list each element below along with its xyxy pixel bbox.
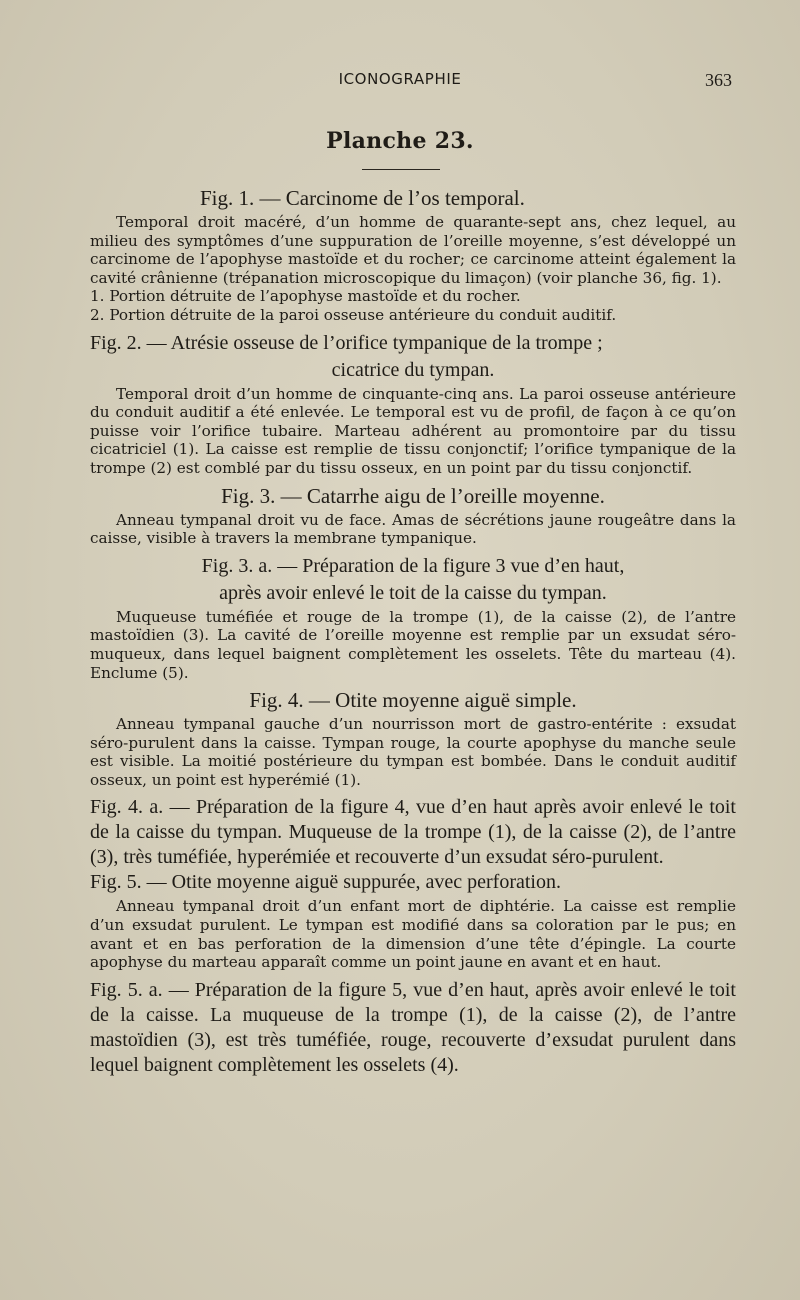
fig2-description: Temporal droit d’un homme de cinquante-cinq ans. La paroi osseuse antérieure du conduit auditif a été enlevée. Le temporal est vu de profil, de façon à ce qu’on puisse voir l’orifice tubaire. Marteau adhérent au promontoire par du tissu cicatriciel (1). La caisse est remplie de tissu conjonctif; l’orifice tympanique de la trompe (2) est comblé par du tissu osseux, en un point par du tissu conjonctif. (90, 384, 736, 477)
fig5-title: Fig. 5. — Otite moyenne aiguë suppurée, avec perforation. (90, 871, 561, 894)
fig5a-paragraph: Fig. 5. a. — Préparation de la figure 5, vue d’en haut, après avoir enlevé le toit de la caisse. La muqueuse de la trompe (1), de la caisse (2), de l’antre mastoïdien (3), est très tuméfiée, rouge, recouverte d’exsudat purulent dans lequel baignent complètement les osselets (4). (90, 978, 736, 1076)
fig4-title: Fig. 4. — Otite moyenne aiguë simple. (249, 688, 577, 713)
fig1-item-1: 1. Portion détruite de l’apophyse mastoïde et du rocher. (90, 287, 521, 306)
plate-title: Planche 23. (326, 128, 474, 154)
fig2-title-line2: cicatrice du tympan. (331, 358, 495, 381)
fig3a-title-line1: Fig. 3. a. — Préparation de la figure 3 vue d’en haut, (201, 554, 625, 577)
fig3a-description: Muqueuse tuméfiée et rouge de la trompe (1), de la caisse (2), de l’antre mastoïdien (3). La cavité de l’oreille moyenne est remplie par un exsudat séro-muqueux, dans lequel baignent complètement les osselets. Tête du marteau (4). Enclume (5). (90, 607, 736, 682)
page-header (0, 70, 800, 94)
fig4-description: Anneau tympanal gauche d’un nourrisson mort de gastro-entérite : exsudat séro-purulent dans la caisse. Tympan rouge, la courte apophyse du manche seule est visible. La moitié postérieure du tympan est bombée. Dans le conduit auditif osseux, un point est hyperémié (1). (90, 715, 736, 789)
fig2-title-line1: Fig. 2. — Atrésie osseuse de l’orifice tympanique de la trompe ; (90, 331, 603, 354)
fig1-description: Temporal droit macéré, d’un homme de quarante-sept ans, chez lequel, au milieu des symptômes d’une suppuration de l’oreille moyenne, s’est développé un carcinome de l’apophyse mastoïde et du rocher; ce carcinome atteint également la cavité crânienne (trépanation microscopique du limaçon) (voir planche 36, fig. 1). (90, 213, 736, 287)
fig3a-title-line2: après avoir enlevé le toit de la caisse du tympan. (219, 581, 607, 604)
page-content (90, 186, 736, 1078)
fig1-title: Fig. 1. — Carcinome de l’os temporal. (200, 186, 525, 210)
running-head: ICONOGRAPHIE (338, 70, 462, 88)
fig3-description: Anneau tympanal droit vu de face. Amas de sécrétions jaune rougeâtre dans la caisse, visible à travers la membrane tympanique. (90, 510, 736, 548)
page-number: 363 (705, 70, 732, 90)
fig1-item-2: 2. Portion détruite de la paroi osseuse antérieure du conduit auditif. (90, 305, 617, 324)
fig5-description: Anneau tympanal droit d’un enfant mort de diphtérie. La caisse est remplie d’un exsudat purulent. Le tympan est modifié dans sa coloration par le pus; en avant et en bas perforation de la dimension d’une tête d’épingle. La courte apophyse du marteau apparaît comme un point jaune en avant et en haut. (90, 897, 736, 972)
fig3-title: Fig. 3. — Catarrhe aigu de l’oreille moyenne. (221, 483, 605, 508)
title-rule (362, 169, 440, 170)
fig4a-paragraph: Fig. 4. a. — Préparation de la figure 4, vue d’en haut après avoir enlevé le toit de la caisse du tympan. Muqueuse de la trompe (1), de la caisse (2), de l’antre (3), très tuméfiée, hyperémiée et recouverte d’un exsudat séro-purulent. (90, 796, 736, 869)
